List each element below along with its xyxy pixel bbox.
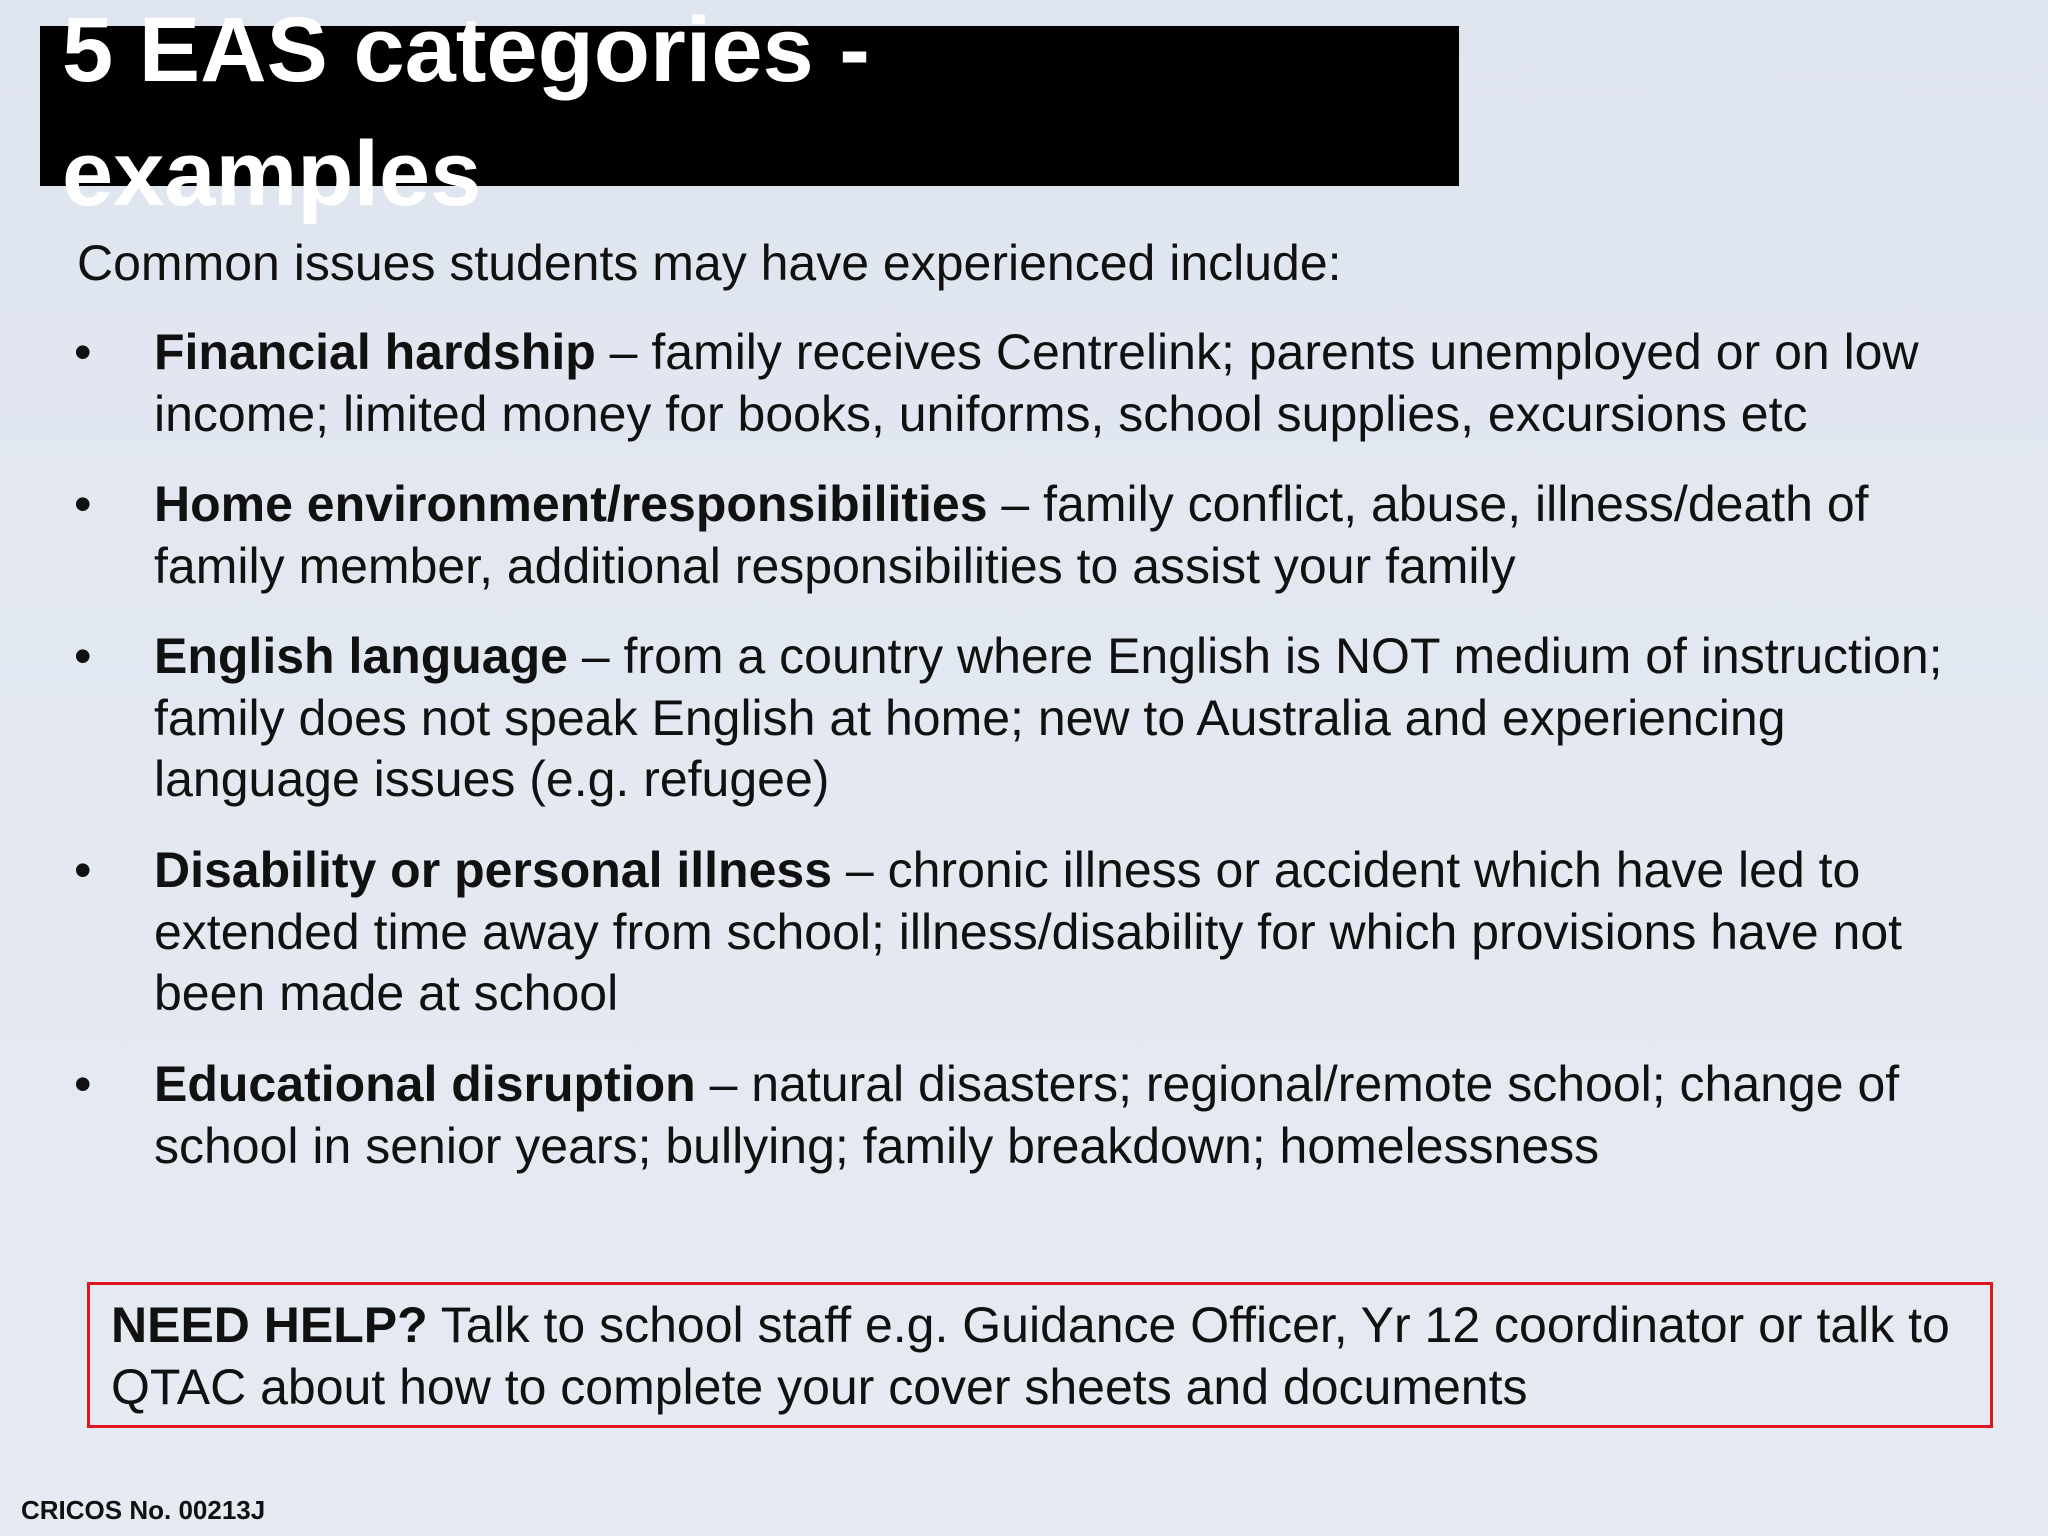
category-description: – from a country where English is NOT medium of instruction; family does not speak English at home; new to Australia and experiencing language issues (e.g. refugee): [154, 628, 1943, 807]
category-description: – family receives Centrelink; parents unemployed or on low income; limited money for books, uniforms, school supplies, excursions etc: [154, 324, 1919, 442]
category-item-disability-illness: [74, 840, 1974, 1025]
category-description: – family conflict, abuse, illness/death of family member, additional responsibilities to assist your family: [154, 476, 1869, 594]
category-term: Disability or personal illness: [154, 842, 833, 898]
category-term: Home environment/responsibilities: [154, 476, 988, 532]
bullet-icon: •: [74, 1056, 92, 1112]
category-term: English language: [154, 628, 568, 684]
bullet-icon: •: [74, 476, 92, 532]
bullet-icon: •: [74, 628, 92, 684]
intro-text: Common issues students may have experienced include:: [77, 235, 1342, 291]
category-term: Educational disruption: [154, 1056, 696, 1112]
category-item-english-language: [74, 626, 1974, 811]
need-help-label: NEED HELP?: [111, 1297, 428, 1353]
bullet-icon: •: [74, 324, 92, 380]
slide-title: 5 EAS categories - examples: [62, 0, 870, 225]
category-item-financial-hardship: [74, 322, 1974, 445]
bullet-icon: •: [74, 842, 92, 898]
category-item-home-environment: [74, 474, 1974, 597]
category-description: – natural disasters; regional/remote school; change of school in senior years; bullying; family breakdown; homelessness: [154, 1056, 1900, 1174]
category-term: Financial hardship: [154, 324, 596, 380]
need-help-box: [87, 1282, 1993, 1428]
cricos-footer: CRICOS No. 00213J: [21, 1495, 266, 1525]
category-description: – chronic illness or accident which have led to extended time away from school; illness/disability for which provisions have not been made at school: [154, 842, 1903, 1021]
need-help-text: Talk to school staff e.g. Guidance Officer, Yr 12 coordinator or talk to QTAC about how to complete your cover sheets and documents: [111, 1297, 1950, 1415]
category-item-educational-disruption: [74, 1054, 1974, 1177]
